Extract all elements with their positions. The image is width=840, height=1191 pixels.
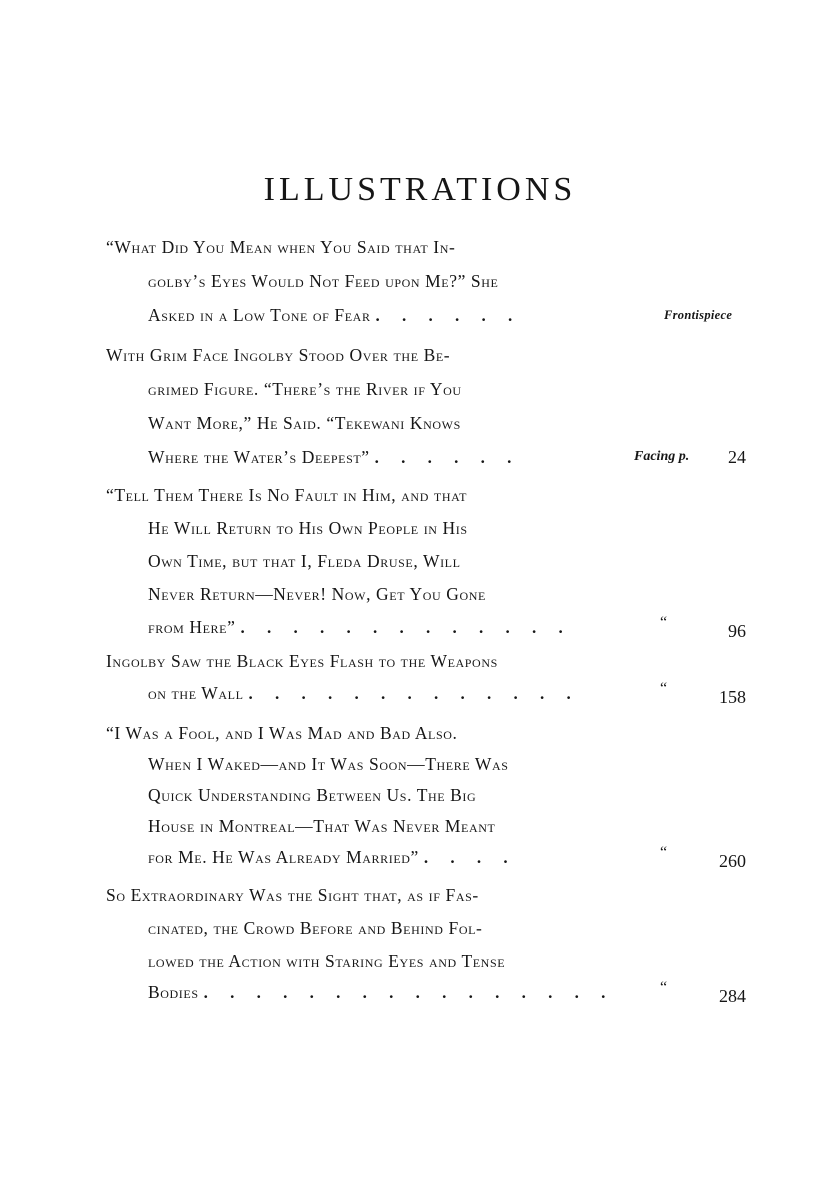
caption-line-last [148,440,520,475]
caption-line-last [148,610,572,645]
caption-line: When I Waked—and It Was Soon—There Was [148,754,509,774]
caption-line: golby’s Eyes Would Not Feed upon Me?” She [148,271,499,291]
caption-text: on the Wall [148,683,244,703]
page-title: ILLUSTRATIONS [263,171,577,208]
page-number: 96 [728,621,746,641]
page-number: 24 [728,447,746,467]
caption-line: Never Return—Never! Now, Get You Gone [148,584,486,604]
caption-line: “I Was a Fool, and I Was Mad and Bad Also. [106,723,458,743]
caption-line: Ingolby Saw the Black Eyes Flash to the Weapons [106,651,498,671]
ditto-mark: “ [660,680,669,697]
placement-label: Frontispiece [664,308,733,322]
caption-text: Asked in a Low Tone of Fear [148,305,371,325]
dot-leader: . . . . . . . . . . . . . [240,618,572,637]
caption-line: So Extraordinary Was the Sight that, as if Fas- [106,885,479,905]
dot-leader: . . . . . . [374,448,521,467]
caption-line: House in Montreal—That Was Never Meant [148,816,496,836]
caption-line: grimed Figure. “There’s the River if You [148,379,462,399]
dot-leader: . . . . [423,848,517,867]
page-number: 158 [719,687,746,707]
caption-text: Where the Water’s Deepest” [148,447,370,467]
ditto-mark: “ [660,614,669,631]
caption-text: from Here” [148,617,236,637]
caption-line-last [148,676,580,711]
caption-line: Own Time, but that I, Fleda Druse, Will [148,551,461,571]
ditto-mark: “ [660,979,669,996]
page-number: 260 [719,851,746,871]
caption-line: lowed the Action with Staring Eyes and Tense [148,951,506,971]
caption-line-last [148,975,614,1010]
caption-line: “Tell Them There Is No Fault in Him, and that [106,485,467,505]
dot-leader: . . . . . . . . . . . . . [248,684,580,703]
dot-leader: . . . . . . [375,306,522,325]
caption-text: for Me. He Was Already Married” [148,847,419,867]
ditto-mark: “ [660,844,669,861]
caption-line: cinated, the Crowd Before and Behind Fol- [148,918,483,938]
caption-line: With Grim Face Ingolby Stood Over the Be- [106,345,451,365]
caption-text: Bodies [148,982,199,1002]
placement-label: Facing p. [634,449,690,464]
caption-line: Quick Understanding Between Us. The Big [148,785,477,805]
caption-line-last [148,840,517,875]
caption-line: He Will Return to His Own People in His [148,518,468,538]
caption-line: “What Did You Mean when You Said that In- [106,237,456,257]
page-number: 284 [719,986,746,1006]
dot-leader: . . . . . . . . . . . . . . . . [203,983,615,1002]
caption-line: Want More,” He Said. “Tekewani Knows [148,413,461,433]
caption-line-last [148,298,521,333]
